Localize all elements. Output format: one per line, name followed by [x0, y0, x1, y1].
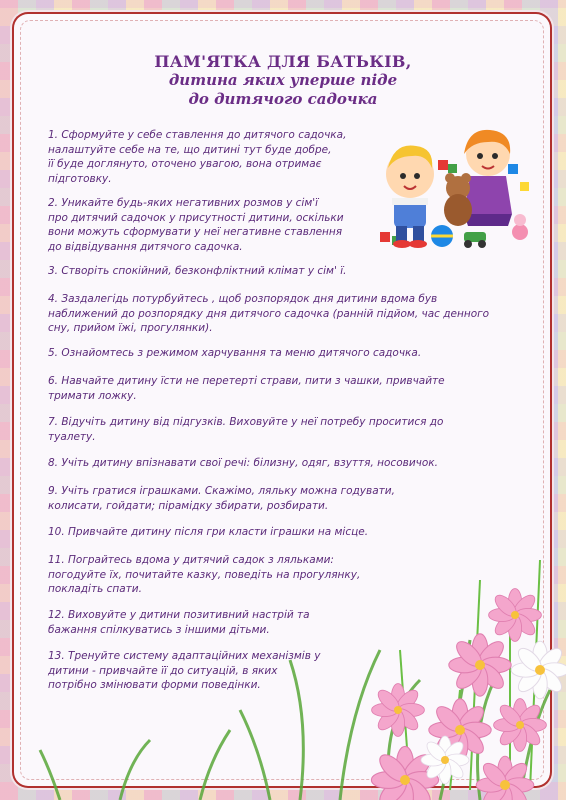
list-item: 10. Привчайте дитину після гри класти іграшки на місце.: [48, 526, 369, 538]
list-item: 2. Уникайте будь-яких негативних розмов у сім'ї про дитячий садочок у присутності дитини, оскільки вони можуть сформувати у неї негативне ставлення до відвідування дитячого садочка.: [48, 197, 344, 253]
title-line-1: ПАМ'ЯТКА ДЛЯ БАТЬКІВ,: [154, 52, 412, 71]
list-item: 12. Виховуйте у дитини позитивний настрій та бажання спілкуватись з іншими дітьми.: [48, 609, 310, 636]
list-item: 4. Заздалегідь потурбуйтесь , щоб розпорядок дня дитини вдома був наближений до розпорядку дня дитячого садочка (ранній підйом, час денного сну, прийом їжі, прогулянки).: [48, 293, 490, 334]
list-item: 5. Ознайомтесь з режимом харчування та меню дитячого садочка.: [48, 347, 422, 359]
list-item: 3. Створіть спокійний, безконфліктний клімат у сім' ї.: [48, 265, 347, 277]
title-line-3: до дитячого садочка: [188, 90, 378, 108]
list-item: 6. Навчайте дитину їсти не перетерті страви, пити з чашки, привчайте тримати ложку.: [48, 375, 445, 402]
list-item: 9. Учіть гратися іграшками. Скажімо, ляльку можна годувати, колисати, гойдати; пірамідку збирати, розбирати.: [48, 485, 395, 512]
list-item: 8. Учіть дитину впізнавати свої речі: білизну, одяг, взуття, носовичок.: [48, 457, 438, 469]
list-item: 7. Відучіть дитину від підгузків. Виховуйте у неї потребу проситися до туалету.: [48, 416, 444, 443]
title-line-2: дитина яких уперше піде: [168, 71, 398, 89]
list-item: 11. Пограйтесь вдома у дитячий садок з ляльками: погодуйте їх, почитайте казку, поведіть на прогулянку, покладіть спати.: [48, 554, 361, 595]
list-item: 1. Сформуйте у себе ставлення до дитячого садочка, налаштуйте себе на те, що дитині тут буде добре, її буде доглянуто, оточено увагою, вона отримає підготовку.: [48, 129, 347, 185]
list-item: 13. Тренуйте систему адаптаційних механізмів у дитини - привчайте її до ситуацій, в яких потрібно змінювати форми поведінки.: [48, 650, 321, 691]
